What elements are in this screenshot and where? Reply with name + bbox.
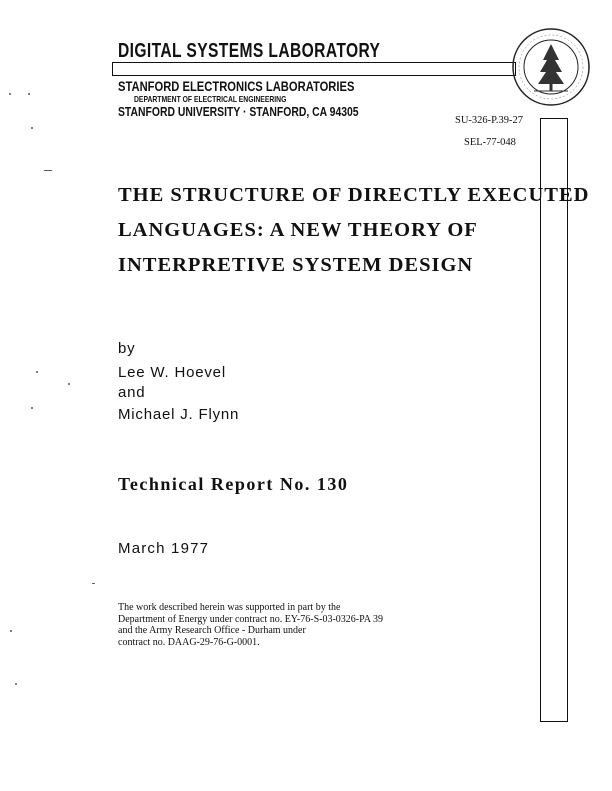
report-date: March 1977 [118,540,210,557]
scan-speck [31,407,33,409]
report-number-sel: SEL-77-048 [464,137,516,148]
funding-line-4: contract no. DAAG-29-76-G-0001. [118,636,260,648]
report-number-su: SU-326-P.39-27 [455,115,523,126]
lab-name: DIGITAL SYSTEMS LABORATORY [118,40,381,62]
scan-speck [10,630,12,632]
author-2: Michael J. Flynn [118,406,240,423]
and-label: and [118,384,146,401]
funding-statement [118,602,478,648]
scan-speck [15,683,17,685]
technical-report-number: Technical Report No. 130 [118,474,349,494]
department-name: DEPARTMENT OF ELECTRICAL ENGINEERING [134,94,287,104]
title-line-1: THE STRUCTURE OF DIRECTLY EXECUTED [118,184,590,206]
labs-name: STANFORD ELECTRONICS LABORATORIES [118,78,355,94]
scan-speck [28,93,30,95]
university-seal-icon [510,26,592,108]
university-address: STANFORD UNIVERSITY · STANFORD, CA 94305 [118,104,359,119]
scan-speck [31,127,33,129]
scan-speck [36,371,38,373]
title-line-3: INTERPRETIVE SYSTEM DESIGN [118,254,474,276]
scan-speck [68,383,70,385]
header-rule-box [112,62,516,76]
funding-line-2: Department of Energy under contract no. EY-76-S-03-0326-PA 39 [118,613,383,625]
scan-speck [9,93,11,95]
funding-line-1: The work described herein was supported in part by the [118,602,341,613]
title-line-2: LANGUAGES: A NEW THEORY OF [118,219,478,241]
right-margin-bar [540,118,568,722]
scan-speck [44,170,52,171]
by-label: by [118,340,136,357]
author-1: Lee W. Hoevel [118,364,226,381]
scan-speck [92,583,95,584]
funding-line-3: and the Army Research Office - Durham under [118,625,306,636]
